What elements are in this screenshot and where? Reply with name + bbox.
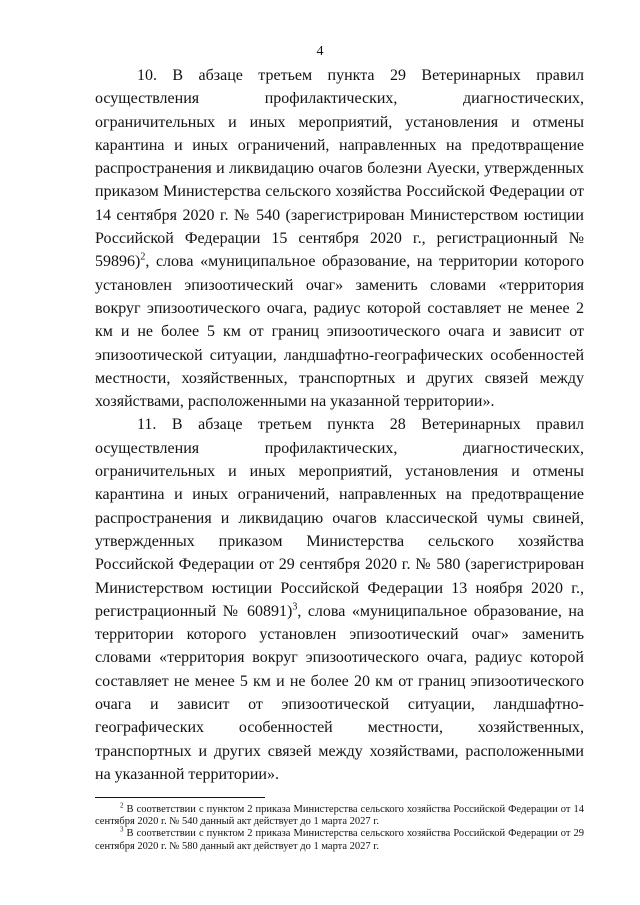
- footnote-2: [95, 801, 584, 828]
- paragraph-text: 10. В абзаце третьем пункта 29 Ветеринарных правил осуществления профилактических, диагностических, ограничительных и иных мероприятий, установления и отмены карантина и иных ограничений, направленных на предотвращение распространения и ликвидацию очагов болезни Ауески, утвержденных приказом Министерства сельского хозяйства Российской Федерации от 14 сентября 2020 г. № 540 (зарегистрирован Министерством юстиции Российской Федерации 15 сентября 2020 г., регистрационный № 59896): [95, 67, 584, 271]
- paragraph-text: , слова «муниципальное образование, на территории которого установлен эпизоотический очаг» заменить словами «территория вокруг эпизоотического очага, радиус которой составляет не менее 5 км и не более 20 км от границ эпизоотического очага и зависит от эпизоотической ситуации, ландшафтно-географических особенностей местности, хозяйственных, транспортных и других связей между хозяйствами, расположенными на указанной территории».: [95, 602, 585, 783]
- page-number: 4: [316, 44, 324, 59]
- footnote-separator: [95, 797, 265, 798]
- footnote-3: [95, 825, 584, 852]
- footnote-marker: 2: [120, 801, 124, 810]
- paragraph-11: [95, 413, 584, 786]
- footnote-ref: 3: [292, 601, 298, 613]
- paragraph-text: 11. В абзаце третьем пункта 28 Ветеринарных правил осуществления профилактических, диагностических, ограничительных и иных мероприятий, установления и отмены карантина и иных ограничений, направленных на предотвращение распространения и ликвидацию очагов классической чумы свиней, утвержденных приказом Министерства сельского хозяйства Российской Федерации от 29 сентября 2020 г. № 580 (зарегистрирован Министерством юстиции Российской Федерации 13 ноября 2020 г., регистрационный № 60891): [95, 416, 584, 620]
- footnote-text: В соответствии с пунктом 2 приказа Министерства сельского хозяйства Российской Федерации от 29 сентября 2020 г. № 580 данный акт действует до 1 марта 2027 г.: [95, 828, 584, 852]
- paragraph-text: , слова «муниципальное образование, на территории которого установлен эпизоотический очаг» заменить словами «территория вокруг эпизоотического очага, радиус которой составляет не менее 2 км и не более 5 км от границ эпизоотического очага и зависит от эпизоотической ситуации, ландшафтно-географических особенностей местности, хозяйственных, транспортных и других связей между хозяйствами, расположенными на указанной территории».: [95, 253, 584, 411]
- footnote-ref: 2: [140, 252, 146, 264]
- footnote-marker: 3: [120, 825, 124, 834]
- document-body: [95, 64, 584, 786]
- paragraph-10: [95, 64, 584, 413]
- footnote-text: В соответствии с пунктом 2 приказа Министерства сельского хозяйства Российской Федерации от 14 сентября 2020 г. № 540 данный акт действует до 1 марта 2027 г.: [95, 804, 584, 828]
- footnotes-section: [95, 801, 584, 853]
